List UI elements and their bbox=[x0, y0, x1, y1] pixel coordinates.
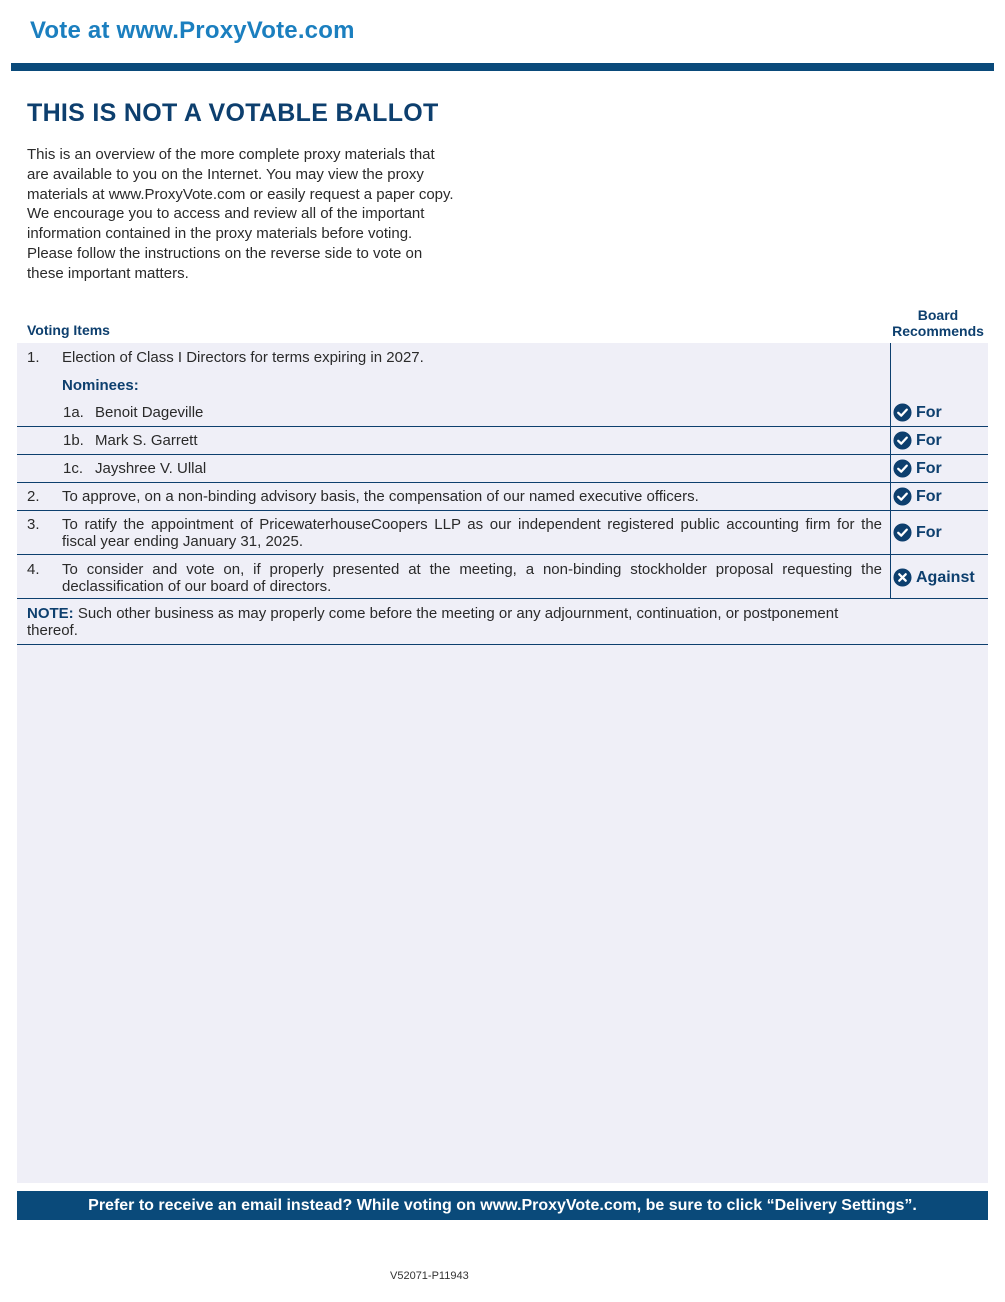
nominee-number: 1c. bbox=[63, 460, 84, 477]
recommendation bbox=[893, 568, 975, 587]
intro-line: are available to you on the Internet. You may view the proxy bbox=[27, 165, 424, 183]
item-number: 4. bbox=[27, 561, 40, 578]
nominee-name: Jayshree V. Ullal bbox=[95, 460, 207, 477]
check-circle-icon bbox=[893, 459, 912, 478]
nominee-number: 1b. bbox=[63, 432, 84, 449]
intro-line: Please follow the instructions on the reverse side to vote on bbox=[27, 244, 423, 262]
note-label: NOTE: bbox=[27, 605, 74, 622]
recommendation-label: For bbox=[916, 523, 942, 541]
recommendation-label: Against bbox=[916, 568, 975, 586]
intro-line: materials at www.ProxyVote.com or easily request a paper copy. bbox=[27, 185, 454, 203]
board-header-line: Board bbox=[917, 307, 959, 323]
nominee-name: Benoit Dageville bbox=[95, 404, 204, 421]
item-number: 1. bbox=[27, 349, 40, 366]
intro-paragraph bbox=[27, 145, 487, 284]
intro-line: information contained in the proxy materials before voting. bbox=[27, 225, 413, 243]
recommendation-label: For bbox=[916, 459, 942, 477]
check-circle-icon bbox=[893, 487, 912, 506]
item-text: To approve, on a non-binding advisory basis, the compensation of our named executive officers. bbox=[62, 488, 699, 505]
recommendation bbox=[893, 431, 942, 450]
recommendation-label: For bbox=[916, 431, 942, 449]
item-number: 3. bbox=[27, 516, 40, 533]
intro-line: We encourage you to access and review all of the important bbox=[27, 205, 425, 223]
nominee-number: 1a. bbox=[63, 404, 84, 421]
recommendation bbox=[893, 523, 942, 542]
footer-banner-text: Prefer to receive an email instead? While voting on www.ProxyVote.com, be sure to click “Delivery Settings”. bbox=[88, 1196, 917, 1214]
header-title: Vote at www.ProxyVote.com bbox=[30, 17, 355, 44]
document-code: V52071-P11943 bbox=[390, 1270, 469, 1282]
recommendation-label: For bbox=[916, 403, 942, 421]
page-heading: THIS IS NOT A VOTABLE BALLOT bbox=[27, 99, 439, 127]
note bbox=[27, 605, 883, 639]
note-text: Such other business as may properly come before the meeting or any adjournment, continuation, or postponement thereof. bbox=[27, 605, 839, 639]
item-text: To ratify the appointment of PricewaterhouseCoopers LLP as our independent registered public accounting firm for the fiscal year ending January 31, 2025. bbox=[62, 516, 882, 550]
check-circle-icon bbox=[893, 403, 912, 422]
recommendation bbox=[893, 487, 942, 506]
intro-line: This is an overview of the more complete proxy materials that bbox=[27, 146, 435, 163]
header-rule bbox=[11, 63, 994, 71]
recommendation bbox=[893, 403, 942, 422]
column-divider bbox=[890, 343, 891, 599]
intro-line: these important matters. bbox=[27, 264, 189, 282]
check-circle-icon bbox=[893, 523, 912, 542]
board-header-line: Recommends bbox=[892, 323, 984, 339]
item-number: 2. bbox=[27, 488, 40, 505]
recommendation-label: For bbox=[916, 487, 942, 505]
item-text: Election of Class I Directors for terms expiring in 2027. bbox=[62, 349, 424, 366]
check-circle-icon bbox=[893, 431, 912, 450]
board-recommends-header bbox=[888, 307, 988, 339]
nominees-label: Nominees: bbox=[62, 377, 139, 394]
nominee-name: Mark S. Garrett bbox=[95, 432, 198, 449]
recommendation bbox=[893, 459, 942, 478]
voting-items-header: Voting Items bbox=[27, 322, 110, 338]
x-circle-icon bbox=[893, 568, 912, 587]
footer-banner bbox=[17, 1191, 988, 1220]
item-text: To consider and vote on, if properly presented at the meeting, a non-binding stockholder proposal requesting the declassification of our board of directors. bbox=[62, 561, 882, 595]
